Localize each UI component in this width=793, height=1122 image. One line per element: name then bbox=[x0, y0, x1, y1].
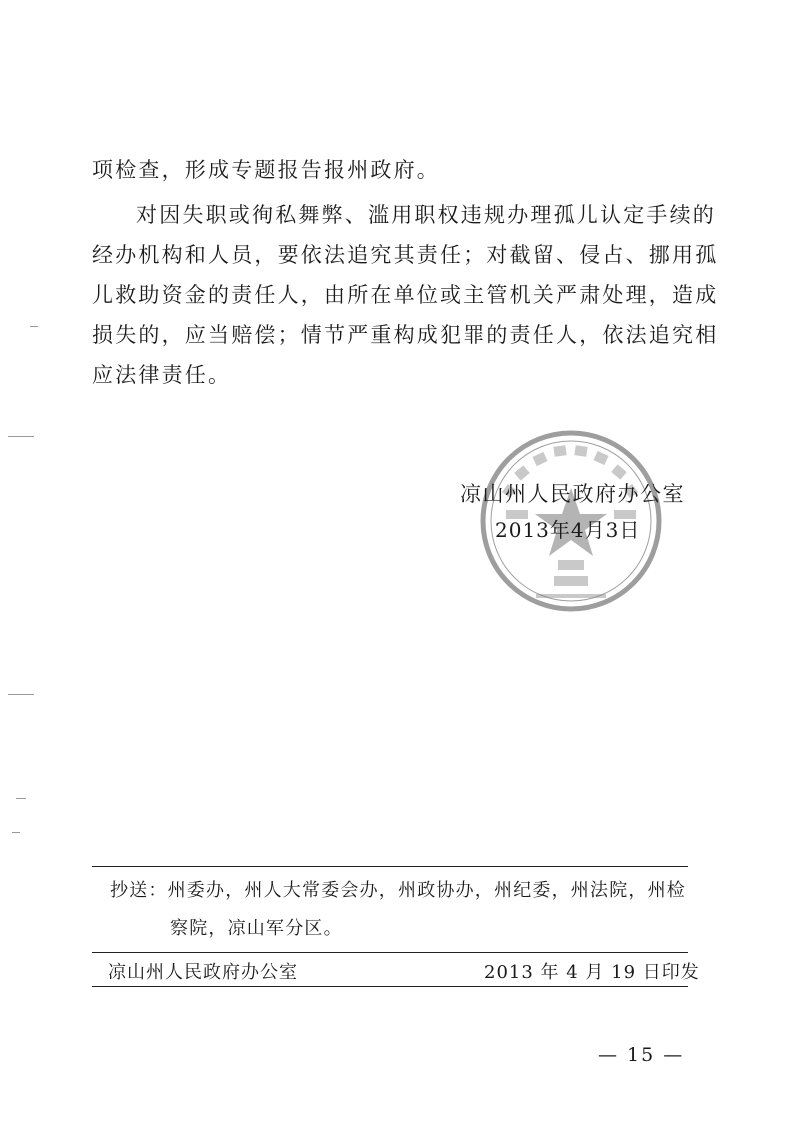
footer-issue-date: 2013 年 4 月 19 日印发 bbox=[484, 962, 700, 983]
scan-mark bbox=[30, 326, 38, 327]
signature-date: 2013年4月3日 bbox=[495, 518, 641, 542]
scan-mark bbox=[8, 694, 34, 695]
page-number: — 15 — bbox=[598, 1044, 685, 1066]
body-line-4: 儿救助资金的责任人，由所在单位或主管机关严肃处理，造成 bbox=[92, 283, 719, 307]
copy-to-line-2: 察院，凉山军分区。 bbox=[170, 918, 343, 939]
copy-to-line-1: 抄送：州委办，州人大常委会办，州政协办，州纪委，州法院，州检 bbox=[110, 880, 686, 901]
footer-issuer: 凉山州人民政府办公室 bbox=[108, 962, 298, 983]
body-line-6: 应法律责任。 bbox=[92, 363, 232, 387]
scan-mark bbox=[12, 832, 20, 833]
body-line-3: 经办机构和人员，要依法追究其责任；对截留、侵占、挪用孤 bbox=[92, 243, 719, 267]
signature-organization: 凉山州人民政府办公室 bbox=[460, 482, 685, 506]
divider-top bbox=[92, 866, 688, 867]
scan-mark bbox=[8, 436, 34, 437]
divider-bottom bbox=[92, 986, 688, 987]
divider-middle bbox=[92, 952, 688, 953]
body-line-2: 对因失职或徇私舞弊、滥用职权违规办理孤儿认定手续的 bbox=[136, 203, 716, 227]
scan-mark bbox=[16, 798, 26, 799]
body-line-5: 损失的，应当赔偿；情节严重构成犯罪的责任人，依法追究相 bbox=[92, 323, 719, 347]
body-line-1: 项检查，形成专题报告报州政府。 bbox=[92, 158, 440, 182]
